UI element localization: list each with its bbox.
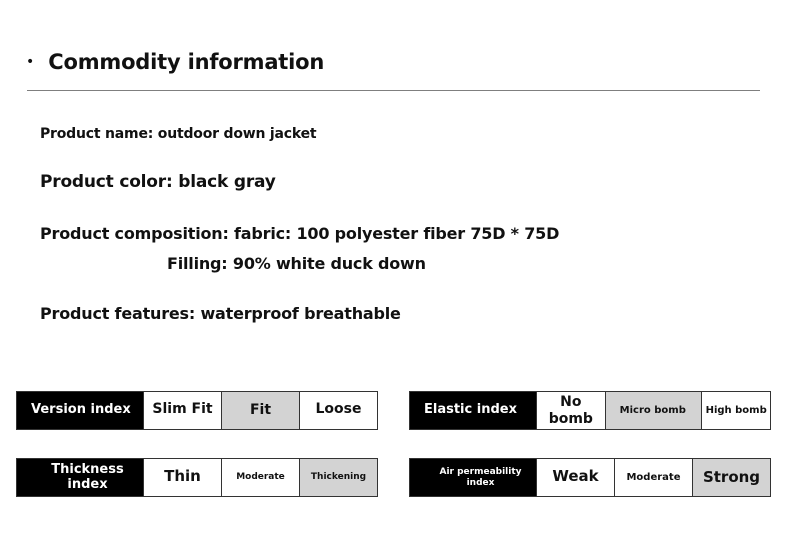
version-option-slim-fit: Slim Fit [143, 392, 221, 429]
version-option-fit: Fit [221, 392, 299, 429]
elastic-option-no-bomb: No bomb [536, 392, 605, 429]
section-divider [27, 90, 760, 91]
air-option-strong: Strong [692, 459, 770, 496]
elastic-index-label: Elastic index [410, 392, 536, 429]
version-index-label: Version index [17, 392, 143, 429]
elastic-option-micro-bomb: Micro bomb [605, 392, 702, 429]
thickness-index-label: Thickness index [17, 459, 143, 496]
product-composition-line: Product composition: fabric: 100 polyester fiber 75D * 75D [40, 224, 560, 243]
version-index-table [16, 391, 378, 430]
elastic-option-high-bomb: High bomb [701, 392, 770, 429]
version-option-loose: Loose [299, 392, 377, 429]
product-filling-line: Filling: 90% white duck down [167, 254, 426, 273]
thickness-option-thickening: Thickening [299, 459, 377, 496]
thickness-index-table [16, 458, 378, 497]
section-header [26, 46, 766, 78]
thickness-option-thin: Thin [143, 459, 221, 496]
product-color-line: Product color: black gray [40, 172, 276, 192]
product-features-line: Product features: waterproof breathable [40, 304, 401, 323]
product-name-line: Product name: outdoor down jacket [40, 126, 317, 142]
thickness-option-moderate: Moderate [221, 459, 299, 496]
air-option-weak: Weak [536, 459, 614, 496]
air-permeability-index-label: Air permeability index [410, 459, 536, 496]
elastic-index-table [409, 391, 771, 430]
air-option-moderate: Moderate [614, 459, 692, 496]
bullet-marker: • [26, 54, 35, 70]
air-permeability-index-table [409, 458, 771, 497]
section-title: Commodity information [48, 50, 325, 74]
